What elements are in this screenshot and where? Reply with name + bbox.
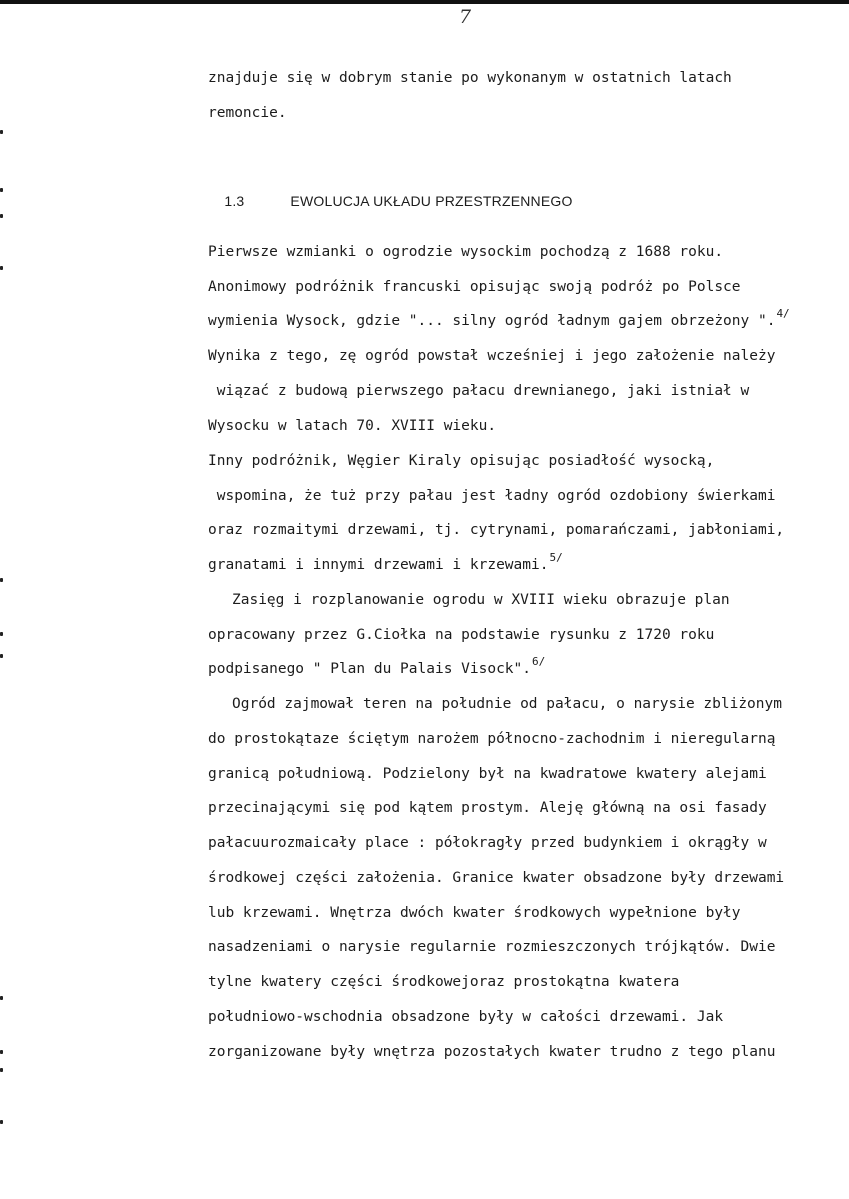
footnote-ref: 6/	[532, 655, 546, 668]
text-line: Inny podróżnik, Węgier Kiraly opisując posiadłość wysocką,	[208, 453, 715, 469]
section-heading	[208, 174, 573, 228]
scan-mark	[0, 214, 3, 218]
text-line: znajduje się w dobrym stanie po wykonanym w ostatnich latach	[208, 70, 732, 86]
text-line: remoncie.	[208, 105, 287, 121]
text-line: Wysocku w latach 70. XVIII wieku.	[208, 418, 497, 434]
scan-mark	[0, 1050, 3, 1054]
scan-mark	[0, 1120, 3, 1124]
text-line: oraz rozmaitymi drzewami, tj. cytrynami, pomarańczami, jabłoniami,	[208, 522, 785, 538]
text-run: wymienia Wysock, gdzie "... silny ogród ładnym gajem obrzeżony ".	[208, 313, 776, 329]
text-line	[208, 655, 546, 679]
page-number: 7	[459, 6, 472, 28]
text-line: Zasięg i rozplanowanie ogrodu w XVIII wieku obrazuje plan	[232, 592, 730, 608]
text-line: pałacuurozmaicały place : półokragły przed budynkiem i okrągły w	[208, 835, 767, 851]
scan-mark	[0, 266, 3, 270]
top-border-rule	[0, 0, 849, 4]
text-line	[208, 307, 790, 331]
text-line: zorganizowane były wnętrza pozostałych kwater trudno z tego planu	[208, 1044, 776, 1060]
scan-mark	[0, 1068, 3, 1072]
section-title: EWOLUCJA UKŁADU PRZESTRZENNEGO	[290, 193, 573, 209]
scan-mark	[0, 632, 3, 636]
text-line: wspomina, że tuż przy pałau jest ładny ogród ozdobiony świerkami	[208, 488, 776, 504]
text-line: południowo-wschodnia obsadzone były w całości drzewami. Jak	[208, 1009, 724, 1025]
text-line: Ogród zajmował teren na południe od pałacu, o narysie zbliżonym	[232, 696, 782, 712]
text-line: tylne kwatery części środkowejoraz prostokątna kwatera	[208, 974, 680, 990]
text-line: lub krzewami. Wnętrza dwóch kwater środkowych wypełnione były	[208, 905, 741, 921]
text-run: podpisanego " Plan du Palais Visock".	[208, 661, 532, 677]
footnote-ref: 5/	[549, 551, 563, 564]
text-line	[208, 551, 563, 575]
scan-mark	[0, 578, 3, 582]
text-line: do prostokątaze ściętym narożem północno-zachodnim i nieregularną	[208, 731, 776, 747]
scan-mark	[0, 996, 3, 1000]
scan-mark	[0, 188, 3, 192]
section-number: 1.3	[224, 193, 245, 209]
text-line: nasadzeniami o narysie regularnie rozmieszczonych trójkątów. Dwie	[208, 939, 776, 955]
text-run: granatami i innymi drzewami i krzewami.	[208, 557, 549, 573]
text-line: środkowej części założenia. Granice kwater obsadzone były drzewami	[208, 870, 785, 886]
footnote-ref: 4/	[776, 307, 790, 320]
text-line: Pierwsze wzmianki o ogrodzie wysockim pochodzą z 1688 roku.	[208, 244, 724, 260]
text-line: wiązać z budową pierwszego pałacu drewnianego, jaki istniał w	[208, 383, 750, 399]
scan-mark	[0, 130, 3, 134]
text-line: granicą południową. Podzielony był na kwadratowe kwatery alejami	[208, 766, 767, 782]
text-line: Wynika z tego, zę ogród powstał wcześniej i jego założenie należy	[208, 348, 776, 364]
text-line: przecinającymi się pod kątem prostym. Aleję główną na osi fasady	[208, 800, 767, 816]
text-line: opracowany przez G.Ciołka na podstawie rysunku z 1720 roku	[208, 627, 715, 643]
scan-mark	[0, 654, 3, 658]
text-line: Anonimowy podróżnik francuski opisując swoją podróż po Polsce	[208, 279, 741, 295]
